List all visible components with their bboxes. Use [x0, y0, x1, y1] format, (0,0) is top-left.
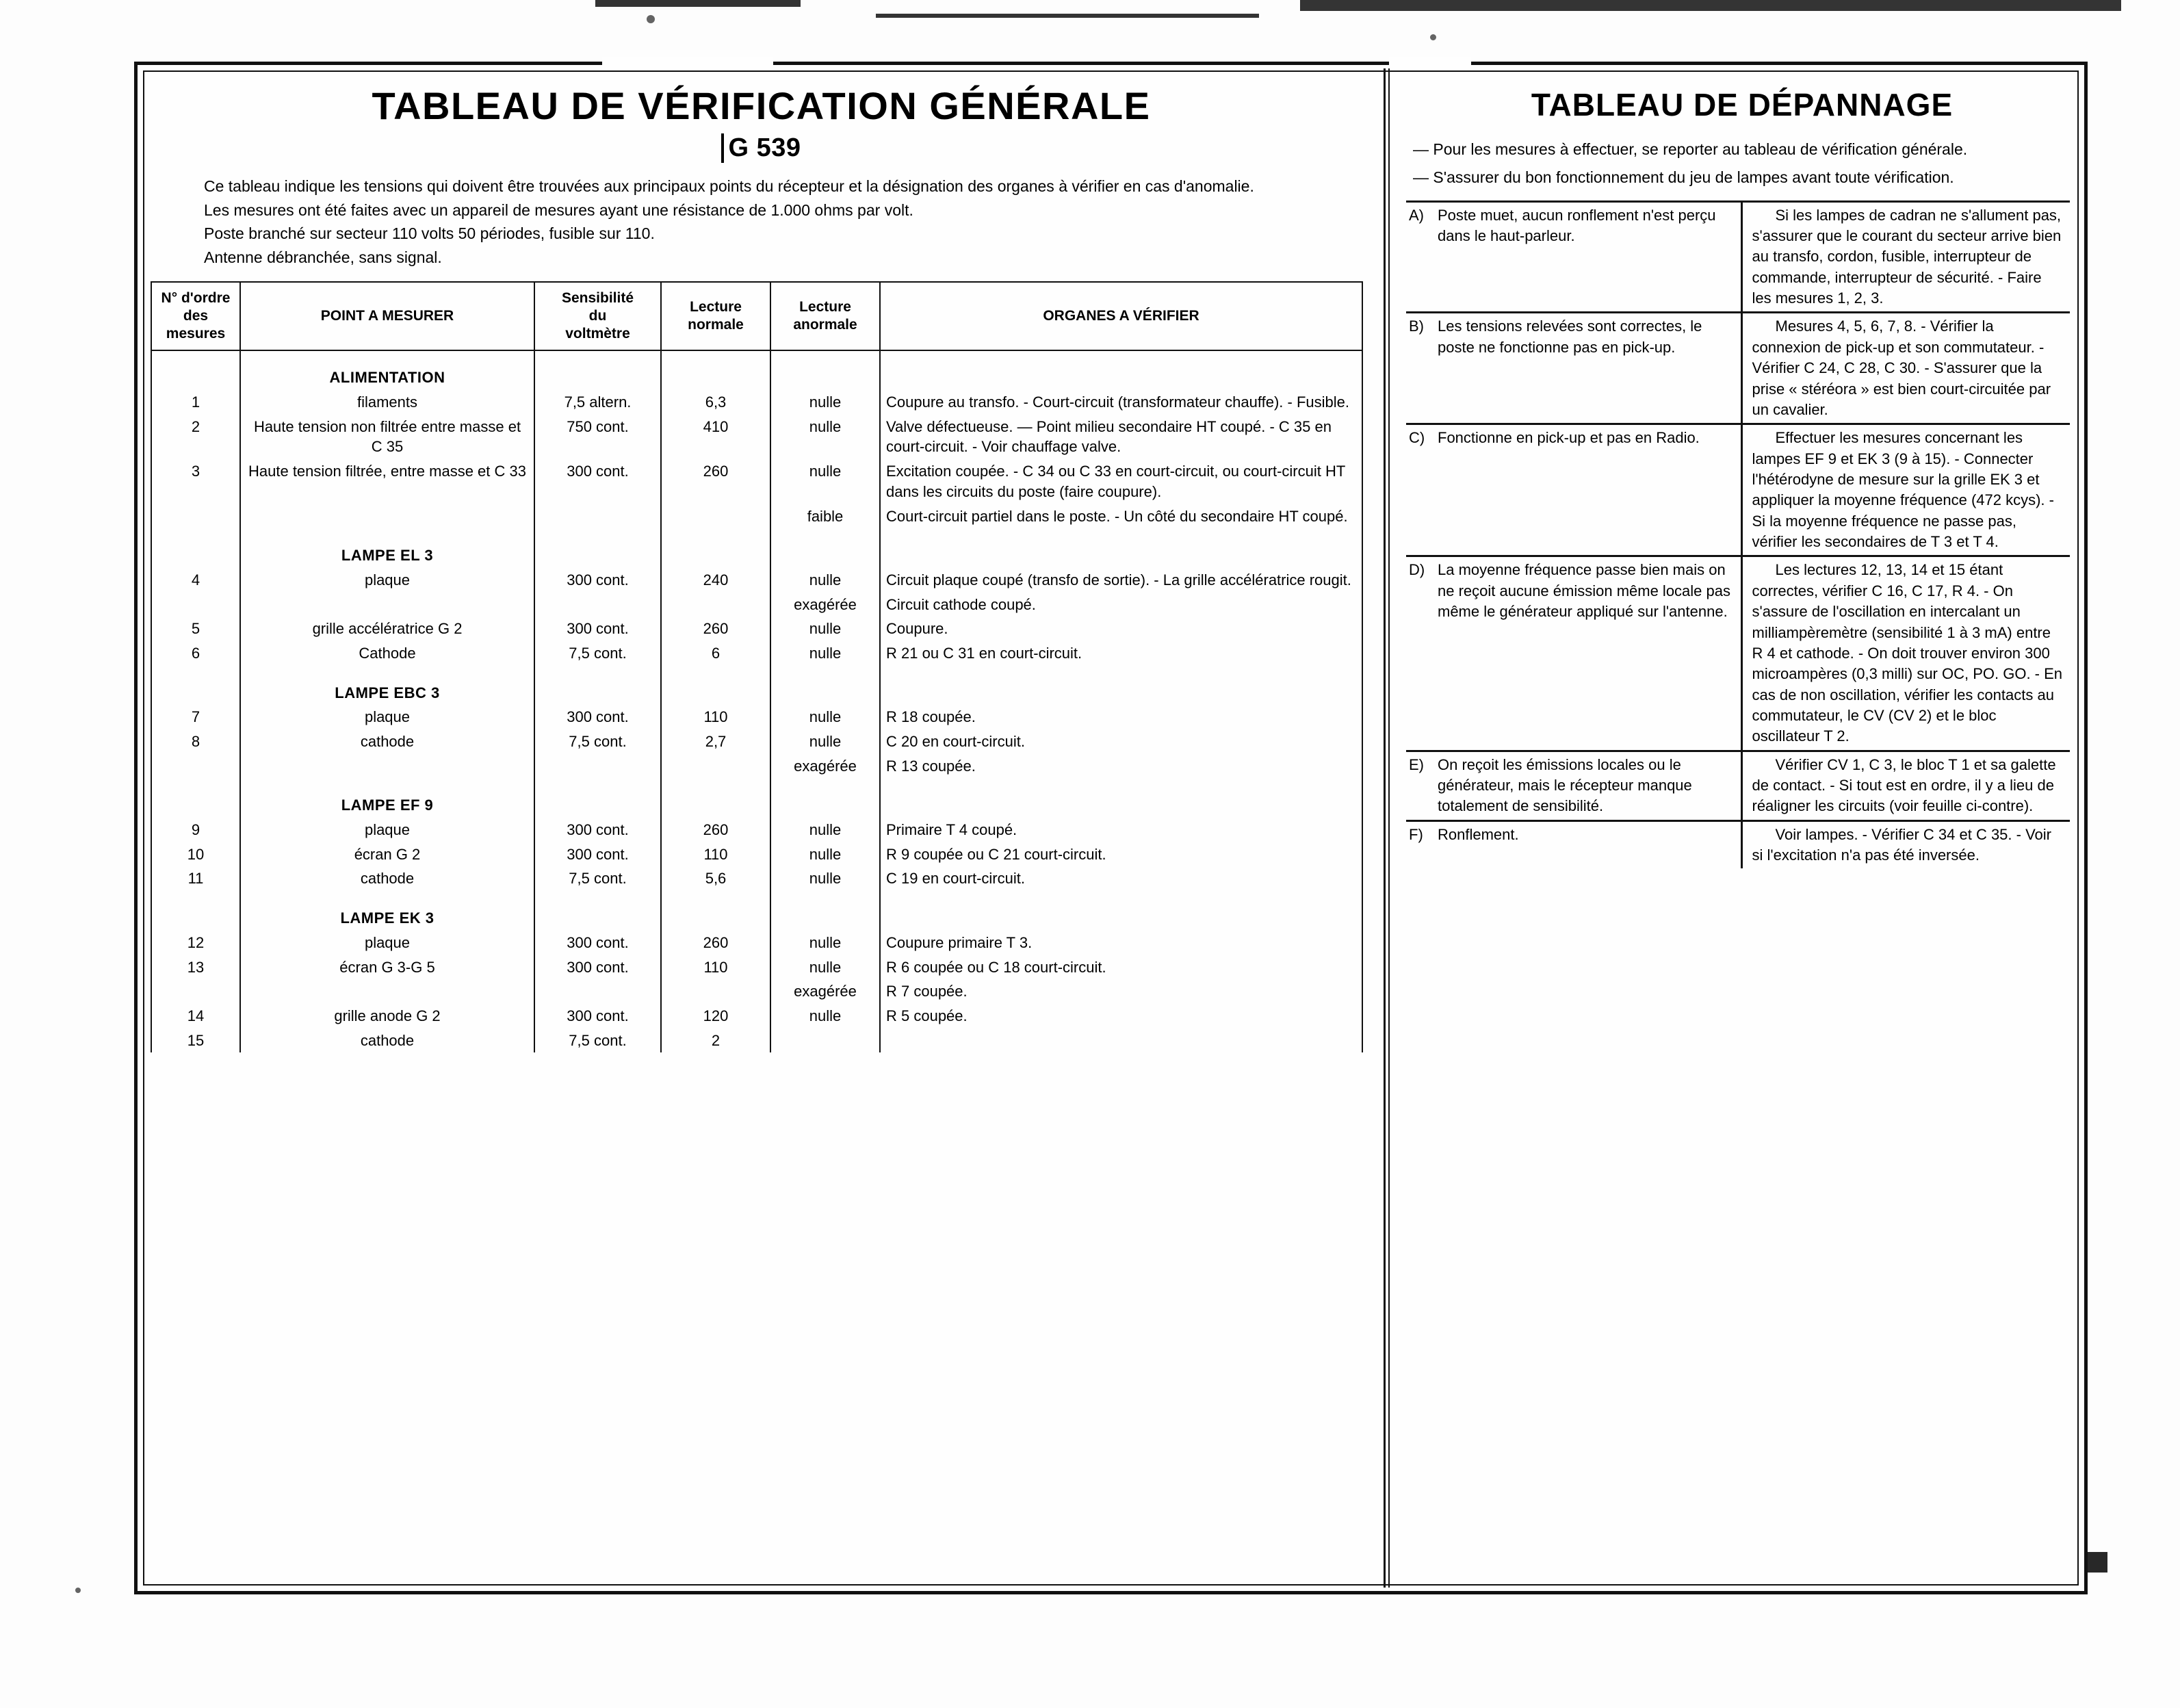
cell-order — [151, 593, 240, 617]
cell-order — [151, 793, 240, 818]
cell-normal — [661, 979, 770, 1004]
cell-abnormal — [770, 681, 880, 706]
troubleshooting-symptom-text: Les tensions relevées sont correctes, le poste ne fonctionne pas en pick-up. — [1438, 318, 1702, 356]
scan-artifact-top-right — [1300, 0, 2121, 11]
cell-sensitivity: 300 cont. — [534, 818, 661, 842]
cell-organs: R 7 coupée. — [880, 979, 1362, 1004]
cell-order — [151, 906, 240, 931]
troubleshooting-symptom-text: Poste muet, aucun ronflement n'est perçu dans le haut-parleur. — [1438, 206, 1716, 245]
table-row — [151, 593, 1362, 617]
troubleshooting-remedy-text: Les lectures 12, 13, 14 et 15 étant correctes, vérifier C 16, C 17, R 4. - On s'assure de l'oscillation en intercalant un milliampèremètre (sensibilité 1 à 3 mA) entre R 4 et cathode. - On doit trouver environ 300 microampères (0,3 milli) sur OC, PO. GO. - En cas de non oscillation, vérifier les contacts au commutateur, le CV (CV 2) et le bloc oscillateur T 2. — [1752, 561, 2063, 745]
cell-normal — [661, 681, 770, 706]
cell-abnormal: exagérée — [770, 979, 880, 1004]
troubleshooting-remedy — [1741, 820, 2070, 868]
cell-organs: R 21 ou C 31 en court-circuit. — [880, 641, 1362, 666]
cell-sensitivity — [534, 593, 661, 617]
cell-order: 15 — [151, 1028, 240, 1053]
troubleshooting-symptom-text: Ronflement. — [1438, 825, 1519, 843]
cell-normal — [661, 543, 770, 568]
cell-normal: 120 — [661, 1004, 770, 1028]
table-row — [151, 754, 1362, 779]
table-row — [151, 955, 1362, 980]
cell-point — [240, 754, 534, 779]
cell-point: ALIMENTATION — [240, 365, 534, 390]
troubleshooting-letter: B) — [1409, 318, 1424, 335]
cell-normal — [661, 793, 770, 818]
table-row-spacer — [151, 528, 1362, 543]
cell-sensitivity: 300 cont. — [534, 705, 661, 729]
col-header-order: N° d'ordre des mesures — [151, 282, 240, 351]
troubleshooting-letter: D) — [1409, 561, 1425, 579]
table-header-row — [151, 282, 1362, 351]
table-row — [151, 866, 1362, 891]
cell-abnormal: nulle — [770, 641, 880, 666]
troubleshooting-symptom — [1406, 424, 1741, 556]
table-row — [151, 504, 1362, 529]
verification-table-head — [151, 282, 1362, 351]
cell-sensitivity — [534, 793, 661, 818]
scan-speck-2 — [1430, 34, 1436, 40]
table-row — [151, 1004, 1362, 1028]
cell-organs: Court-circuit partiel dans le poste. - Un côté du secondaire HT coupé. — [880, 504, 1362, 529]
frame-notch-right — [1389, 57, 1471, 67]
cell-abnormal: nulle — [770, 568, 880, 593]
troubleshooting-row — [1406, 820, 2070, 868]
cell-sensitivity: 750 cont. — [534, 415, 661, 459]
cell-abnormal: nulle — [770, 842, 880, 867]
cell-organs: C 19 en court-circuit. — [880, 866, 1362, 891]
cell-point: plaque — [240, 931, 534, 955]
cell-normal: 110 — [661, 705, 770, 729]
cell-point: LAMPE EK 3 — [240, 906, 534, 931]
cell-point: Haute tension non filtrée entre masse et C 35 — [240, 415, 534, 459]
cell-organs: Coupure au transfo. - Court-circuit (transformateur chauffe). - Fusible. — [880, 390, 1362, 415]
two-column-layout — [144, 68, 2078, 1588]
cell-organs — [880, 543, 1362, 568]
cell-sensitivity: 300 cont. — [534, 842, 661, 867]
cell-point: LAMPE EF 9 — [240, 793, 534, 818]
troubleshooting-row — [1406, 313, 2070, 424]
cell-normal: 410 — [661, 415, 770, 459]
troubleshooting-row — [1406, 556, 2070, 751]
cell-sensitivity: 7,5 cont. — [534, 641, 661, 666]
cell-normal: 260 — [661, 459, 770, 504]
intro-line-1: Ce tableau indique les tensions qui doivent être trouvées aux principaux points du récepteur et la désignation des organes à vérifier en cas d'anomalie. — [204, 177, 1254, 195]
cell-normal — [661, 754, 770, 779]
cell-point: cathode — [240, 866, 534, 891]
troubleshooting-symptom — [1406, 201, 1741, 313]
intro-line-4: Antenne débranchée, sans signal. — [204, 248, 442, 266]
cell-abnormal: nulle — [770, 459, 880, 504]
cell-point — [240, 593, 534, 617]
troubleshooting-column — [1394, 68, 2078, 1588]
troubleshooting-remedy — [1741, 313, 2070, 424]
cell-abnormal — [770, 793, 880, 818]
table-row-section — [151, 906, 1362, 931]
cell-order — [151, 504, 240, 529]
cell-organs: Excitation coupée. - C 34 ou C 33 en court-circuit, ou court-circuit HT dans les circuits du poste (faire coupure). — [880, 459, 1362, 504]
cell-abnormal: nulle — [770, 415, 880, 459]
col-header-sensitivity: Sensibilité du voltmètre — [534, 282, 661, 351]
col-header-normal: Lecture normale — [661, 282, 770, 351]
troubleshooting-letter: A) — [1409, 206, 1424, 224]
cell-sensitivity: 7,5 cont. — [534, 729, 661, 754]
cell-abnormal: nulle — [770, 818, 880, 842]
troubleshooting-remedy-text: Mesures 4, 5, 6, 7, 8. - Vérifier la connexion de pick-up et son commutateur. - Vérifier C 24, C 28, C 30. - S'assurer que la prise « stéréora » est bien court-circuitée par un cavalier. — [1752, 318, 2051, 418]
cell-point: plaque — [240, 568, 534, 593]
cell-normal: 260 — [661, 617, 770, 641]
cell-point: grille anode G 2 — [240, 1004, 534, 1028]
cell-normal: 5,6 — [661, 866, 770, 891]
cell-normal: 240 — [661, 568, 770, 593]
troubleshooting-note-1: — Pour les mesures à effectuer, se reporter au tableau de vérification générale. — [1413, 140, 1968, 158]
table-row-spacer — [151, 891, 1362, 906]
cell-abnormal — [770, 365, 880, 390]
cell-point: filaments — [240, 390, 534, 415]
cell-point: plaque — [240, 705, 534, 729]
cell-abnormal — [770, 543, 880, 568]
troubleshooting-letter: F) — [1409, 825, 1423, 843]
cell-order: 7 — [151, 705, 240, 729]
cell-order: 10 — [151, 842, 240, 867]
cell-point: LAMPE EBC 3 — [240, 681, 534, 706]
table-row — [151, 818, 1362, 842]
cell-sensitivity: 7,5 cont. — [534, 866, 661, 891]
cell-organs: Circuit plaque coupé (transfo de sortie). - La grille accélératrice rougit. — [880, 568, 1362, 593]
cell-normal: 110 — [661, 955, 770, 980]
troubleshooting-remedy — [1741, 751, 2070, 820]
troubleshooting-remedy-text: Voir lampes. - Vérifier C 34 et C 35. - Voir si l'excitation n'a pas été inversée. — [1752, 825, 2051, 864]
troubleshooting-symptom-text: La moyenne fréquence passe bien mais on ne reçoit aucune émission même locale pas même le générateur appliqué sur l'antenne. — [1438, 561, 1731, 621]
cell-order: 8 — [151, 729, 240, 754]
scan-artifact-top-left — [595, 0, 801, 7]
col-header-organs: ORGANES A VÉRIFIER — [880, 282, 1362, 351]
troubleshooting-remedy — [1741, 424, 2070, 556]
scan-speck-4 — [75, 1588, 81, 1593]
cell-normal: 6,3 — [661, 390, 770, 415]
table-row — [151, 415, 1362, 459]
cell-order: 12 — [151, 931, 240, 955]
cell-sensitivity — [534, 543, 661, 568]
verification-column — [144, 68, 1379, 1588]
cell-point: Haute tension filtrée, entre masse et C 33 — [240, 459, 534, 504]
table-row — [151, 1028, 1362, 1053]
table-row-spacer — [151, 778, 1362, 793]
cell-sensitivity — [534, 365, 661, 390]
troubleshooting-notes — [1413, 138, 2068, 190]
troubleshooting-remedy-text: Effectuer les mesures concernant les lampes EF 9 et EK 3 (9 à 15). - Connecter l'hétérodyne de mesure sur la grille EK 3 et appliquer la moyenne fréquence (472 kcys). - Si la moyenne fréquence ne passe pas, vérifier les secondaires de T 3 et T 4. — [1752, 429, 2054, 551]
cell-organs: Coupure. — [880, 617, 1362, 641]
table-row — [151, 842, 1362, 867]
cell-sensitivity: 300 cont. — [534, 1004, 661, 1028]
table-row-section — [151, 681, 1362, 706]
cell-abnormal: nulle — [770, 1004, 880, 1028]
troubleshooting-table — [1406, 200, 2070, 869]
cell-organs — [880, 793, 1362, 818]
troubleshooting-letter: E) — [1409, 755, 1424, 773]
cell-sensitivity: 300 cont. — [534, 459, 661, 504]
cell-normal: 2,7 — [661, 729, 770, 754]
cell-organs: C 20 en court-circuit. — [880, 729, 1362, 754]
table-row — [151, 979, 1362, 1004]
cell-abnormal: nulle — [770, 866, 880, 891]
cell-order: 11 — [151, 866, 240, 891]
cell-order: 13 — [151, 955, 240, 980]
cell-sensitivity: 300 cont. — [534, 617, 661, 641]
cell-organs: R 18 coupée. — [880, 705, 1362, 729]
cell-point: LAMPE EL 3 — [240, 543, 534, 568]
cell-organs: Valve défectueuse. — Point milieu secondaire HT coupé. - C 35 en court-circuit. - Voir chauffage valve. — [880, 415, 1362, 459]
table-row-section — [151, 793, 1362, 818]
table-row — [151, 729, 1362, 754]
cell-point: écran G 3-G 5 — [240, 955, 534, 980]
cell-normal — [661, 906, 770, 931]
verification-table — [151, 281, 1363, 1053]
cell-order — [151, 365, 240, 390]
cell-abnormal: nulle — [770, 729, 880, 754]
cell-organs: R 5 coupée. — [880, 1004, 1362, 1028]
cell-organs: R 9 coupée ou C 21 court-circuit. — [880, 842, 1362, 867]
troubleshooting-remedy-text: Si les lampes de cadran ne s'allument pas, s'assurer que le courant du secteur arrive bien au transfo, cordon, fusible, interrupteur de commande, interrupteur de sécurité. - Faire les mesures 1, 2, 3. — [1752, 206, 2062, 307]
cell-abnormal: nulle — [770, 931, 880, 955]
cell-order: 9 — [151, 818, 240, 842]
troubleshooting-row — [1406, 751, 2070, 820]
cell-order — [151, 543, 240, 568]
troubleshooting-table-body — [1406, 201, 2070, 868]
page-title: TABLEAU DE VÉRIFICATION GÉNÉRALE — [372, 84, 1151, 127]
cell-abnormal: nulle — [770, 705, 880, 729]
cell-abnormal: nulle — [770, 955, 880, 980]
intro-line-3: Poste branché sur secteur 110 volts 50 périodes, fusible sur 110. — [204, 224, 655, 243]
cell-point: cathode — [240, 729, 534, 754]
cell-normal — [661, 365, 770, 390]
cell-order — [151, 681, 240, 706]
cell-normal: 260 — [661, 931, 770, 955]
cell-sensitivity — [534, 681, 661, 706]
cell-sensitivity — [534, 906, 661, 931]
model-number-text: G 539 — [721, 133, 801, 163]
scan-speck-1 — [647, 15, 655, 23]
cell-abnormal: nulle — [770, 617, 880, 641]
troubleshooting-symptom-text: Fonctionne en pick-up et pas en Radio. — [1438, 429, 1700, 447]
table-row — [151, 390, 1362, 415]
cell-sensitivity — [534, 504, 661, 529]
cell-order — [151, 979, 240, 1004]
cell-abnormal: exagérée — [770, 593, 880, 617]
troubleshooting-title: TABLEAU DE DÉPANNAGE — [1531, 87, 1954, 122]
cell-normal — [661, 593, 770, 617]
troubleshooting-row — [1406, 201, 2070, 313]
intro-text — [163, 175, 1360, 269]
cell-order: 4 — [151, 568, 240, 593]
cell-order: 14 — [151, 1004, 240, 1028]
cell-organs: R 6 coupée ou C 18 court-circuit. — [880, 955, 1362, 980]
cell-point — [240, 979, 534, 1004]
col-header-abnormal: Lecture anormale — [770, 282, 880, 351]
cell-sensitivity — [534, 754, 661, 779]
table-row — [151, 617, 1362, 641]
troubleshooting-symptom — [1406, 751, 1741, 820]
table-row — [151, 568, 1362, 593]
table-row-section — [151, 543, 1362, 568]
cell-order: 3 — [151, 459, 240, 504]
verification-table-body — [151, 350, 1362, 1052]
cell-organs: Coupure primaire T 3. — [880, 931, 1362, 955]
model-number — [144, 133, 1379, 163]
cell-sensitivity: 300 cont. — [534, 931, 661, 955]
table-row — [151, 459, 1362, 504]
cell-abnormal: exagérée — [770, 754, 880, 779]
troubleshooting-row — [1406, 424, 2070, 556]
troubleshooting-symptom — [1406, 556, 1741, 751]
cell-organs: Primaire T 4 coupé. — [880, 818, 1362, 842]
cell-normal: 110 — [661, 842, 770, 867]
table-row — [151, 705, 1362, 729]
troubleshooting-remedy-text: Vérifier CV 1, C 3, le bloc T 1 et sa galette de contact. - Si tout est en ordre, il y a lieu de réaligner les circuits (voir feuille ci-contre). — [1752, 755, 2056, 815]
cell-normal — [661, 504, 770, 529]
troubleshooting-remedy — [1741, 556, 2070, 751]
table-row — [151, 931, 1362, 955]
cell-organs — [880, 1028, 1362, 1053]
table-row-section — [151, 365, 1362, 390]
cell-point: plaque — [240, 818, 534, 842]
frame-notch-left — [602, 57, 773, 67]
cell-abnormal: nulle — [770, 390, 880, 415]
table-row — [151, 641, 1362, 666]
cell-abnormal — [770, 906, 880, 931]
troubleshooting-symptom — [1406, 313, 1741, 424]
scan-artifact-top-edge — [876, 14, 1259, 18]
cell-sensitivity — [534, 979, 661, 1004]
cell-organs — [880, 365, 1362, 390]
cell-normal: 6 — [661, 641, 770, 666]
cell-organs: Circuit cathode coupé. — [880, 593, 1362, 617]
cell-order — [151, 754, 240, 779]
troubleshooting-remedy — [1741, 201, 2070, 313]
cell-normal: 260 — [661, 818, 770, 842]
cell-order: 2 — [151, 415, 240, 459]
cell-point: grille accélératrice G 2 — [240, 617, 534, 641]
cell-point: Cathode — [240, 641, 534, 666]
troubleshooting-symptom — [1406, 820, 1741, 868]
cell-organs: R 13 coupée. — [880, 754, 1362, 779]
cell-point: cathode — [240, 1028, 534, 1053]
cell-order: 5 — [151, 617, 240, 641]
cell-normal: 2 — [661, 1028, 770, 1053]
cell-order: 6 — [151, 641, 240, 666]
table-row-spacer — [151, 350, 1362, 365]
troubleshooting-symptom-text: On reçoit les émissions locales ou le générateur, mais le récepteur manque totalement de sensibilité. — [1438, 755, 1692, 815]
troubleshooting-letter: C) — [1409, 429, 1425, 447]
cell-order: 1 — [151, 390, 240, 415]
cell-organs — [880, 681, 1362, 706]
cell-point — [240, 504, 534, 529]
cell-abnormal — [770, 1028, 880, 1053]
cell-sensitivity: 300 cont. — [534, 955, 661, 980]
cell-sensitivity: 300 cont. — [534, 568, 661, 593]
table-row-spacer — [151, 666, 1362, 681]
troubleshooting-note-2: — S'assurer du bon fonctionnement du jeu de lampes avant toute vérification. — [1413, 168, 1954, 187]
col-header-point: POINT A MESURER — [240, 282, 534, 351]
column-divider — [1379, 68, 1394, 1588]
cell-sensitivity: 7,5 cont. — [534, 1028, 661, 1053]
cell-point: écran G 2 — [240, 842, 534, 867]
cell-abnormal: faible — [770, 504, 880, 529]
intro-line-2: Les mesures ont été faites avec un appareil de mesures ayant une résistance de 1.000 ohms par volt. — [204, 200, 913, 219]
cell-sensitivity: 7,5 altern. — [534, 390, 661, 415]
cell-organs — [880, 906, 1362, 931]
